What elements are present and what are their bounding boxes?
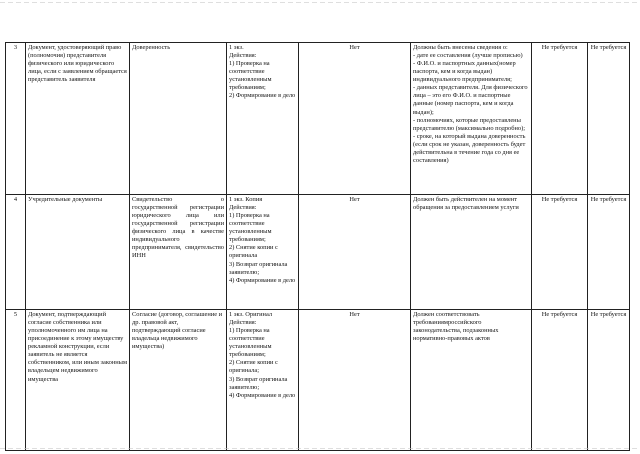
requirements-line: - сроке, на который выдана доверенность (если срок не указан, доверенность будет действительна в течение года со дня ее составления) [413,132,526,164]
document-kind-cell: Свидетельство о государственной регистрации юридического лица или государственной регистрации физического лица в качестве индивидуального предпринимателя, свидетельство ИНН [130,195,227,310]
scan-edge-top [0,2,640,3]
form-sample-cell: Не требуется [532,310,588,451]
condition-cell: Нет [299,195,411,310]
scan-edge-bottom [0,448,640,449]
copies-line: 1 экз. Копия [229,196,263,203]
condition-cell: Нет [299,310,411,451]
requirements-line: Должны быть внесены сведения о: [413,44,508,51]
form-template-cell: Не требуется [588,310,630,451]
requirements-line: - дате ее составления (лучше прописью) [413,52,523,60]
condition-cell: Нет [299,43,411,195]
copies-line: Действия: [229,204,257,212]
requirements-line: Должен соответствовать требованиямроссийского законодательства, подзаконных нормативно-правовых актов [413,311,499,343]
requirements-cell [411,195,532,310]
copies-line: 2) Формирование в дело [229,92,296,100]
copies-line: 1) Проверка на соответствие установленным требованиям; [229,327,272,359]
document-name-cell: Документ, удостоверяющий право (полномочия) представителя физического или юридического лица, если с заявлением обращается представитель заявителя [26,43,130,195]
document-name-cell: Учредительные документы [26,195,130,310]
copies-line: 1 экз. Оригинал [229,311,273,318]
copies-line: 1 экз. [229,44,244,51]
row-number-cell: 4 [6,195,26,310]
copies-actions-cell [227,43,299,195]
requirements-line: Должен быть действителен на момент обращения за предоставлением услуги [413,196,519,212]
copies-line: 3) Возврат оригинала заявителю; [229,260,288,276]
document-kind-cell: Доверенность [130,43,227,195]
copies-line: Действия: [229,319,257,327]
form-template-cell: Не требуется [588,195,630,310]
copies-actions-cell [227,195,299,310]
copies-line: 4) Формирование в дело [229,276,296,284]
copies-line: 4) Формирование в дело [229,391,296,399]
requirements-line: - данных представителя. Для физического лица – это его Ф.И.О. и паспортные данные (номер паспорта, кем и когда выдан); [413,84,528,116]
copies-line: 2) Снятие копии с оригинала [229,244,278,260]
copies-line: 1) Проверка на соответствие установленным требованиям; [229,212,272,244]
form-sample-cell: Не требуется [532,195,588,310]
requirements-cell [411,43,532,195]
requirements-cell [411,310,532,451]
row-number-cell: 5 [6,310,26,451]
requirements-line: - полномочиях, которые предоставлены представителю (максимально подробно); [413,116,526,132]
table-row [6,310,630,451]
requirements-line: - Ф.И.О. и паспортных данных(номер паспорта, кем и когда выдан) индивидуального предпринимателя; [413,60,516,84]
copies-line: 3) Возврат оригинала заявителю; [229,375,288,391]
document-name-cell: Документ, подтверждающий согласие собственника или уполномоченного им лица на присоединение к этому имуществу рекламной конструкции, если заявитель не является собственником, или иным законным владельцем недвижимого имущества [26,310,130,451]
table-row [6,195,630,310]
copies-line: 2) Снятие копии с оригинала; [229,359,278,375]
table-row [6,43,630,195]
copies-line: Действия: [229,52,257,60]
copies-actions-cell [227,310,299,451]
row-number-cell: 3 [6,43,26,195]
form-template-cell: Не требуется [588,43,630,195]
documents-table [5,42,630,451]
form-sample-cell: Не требуется [532,43,588,195]
document-kind-cell: Согласие (договор, соглашение и др. правовой акт, подтверждающий согласие владельца недвижимого имущества) [130,310,227,451]
copies-line: 1) Проверка на соответствие установленным требованиям; [229,60,272,92]
